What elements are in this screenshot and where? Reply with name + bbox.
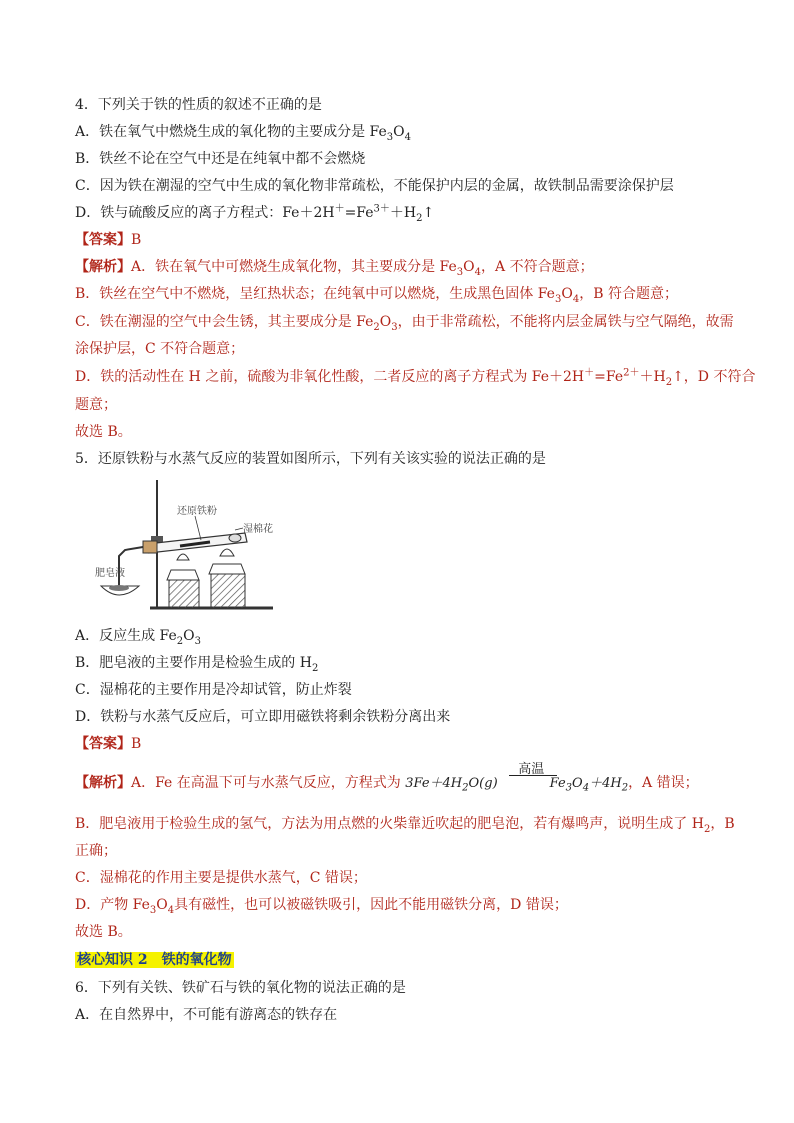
q4-stem: 4．下列关于铁的性质的叙述不正确的是: [75, 97, 322, 113]
q6-option-a: A．在自然界中，不可能有游离态的铁存在: [75, 1007, 338, 1023]
q4-conclusion: 故选 B。: [75, 424, 132, 440]
q5-analysis-d: D．产物 $Fe_3O_4$具有磁性，也可以被磁铁吸引，因此不能用磁铁分离，D 错误；: [75, 897, 568, 916]
q4-analysis-c-line2: 涂保护层，C 不符合题意；: [75, 341, 245, 357]
q5-conclusion: 故选 B。: [75, 924, 132, 940]
lamp-right: [209, 549, 245, 608]
label-wet-cotton: 湿棉花: [243, 524, 273, 535]
soap-liquid: [109, 585, 129, 591]
q5-answer: 【答案】B: [75, 736, 142, 752]
reaction-formula: $3Fe+4H_2O(g)$ $Fe_3O_4+4H_2$ 高温: [405, 762, 629, 794]
formula-arrow-bar: [509, 775, 557, 776]
q5-analysis-a: 【解析】A．Fe 在高温下可与水蒸气反应，方程式为 $3Fe+4H_2O(g)$ $Fe_3O_4+4H_2$ 高温 ，A 错误；: [75, 762, 699, 794]
q4-analysis-d-line1: D．铁的活动性在 H 之前，硫酸为非氧化性酸，二者反应的离子方程式为 $Fe+2H^+=Fe^{2+}+H_2↑$，D 不符合: [75, 367, 756, 388]
q5-analysis-b-line2: 正确；: [75, 843, 117, 859]
q5-option-c: C．湿棉花的主要作用是冷却试管，防止炸裂: [75, 682, 352, 698]
q4-option-d: D．铁与硫酸反应的离子方程式：$Fe+2H^+=Fe^{3+}+H_2↑$: [75, 203, 435, 224]
q4-analysis-b: B．铁丝在空气中不燃烧，呈红热状态；在纯氧中可以燃烧，生成黑色固体 $Fe_3O_4$，B 符合题意；: [75, 286, 678, 305]
stopper: [143, 541, 157, 553]
q4-option-c: C．因为铁在潮湿的空气中生成的氧化物非常疏松，不能保护内层的金属，故铁制品需要涂保护层: [75, 178, 674, 194]
apparatus-figure: [95, 478, 285, 618]
q5-option-d: D．铁粉与水蒸气反应后，可立即用磁铁将剩余铁粉分离出来: [75, 709, 451, 725]
q4-option-b: B．铁丝不论在空气中还是在纯氧中都不会燃烧: [75, 151, 366, 167]
q5-stem: 5．还原铁粉与水蒸气反应的装置如图所示，下列有关该实验的说法正确的是: [75, 451, 546, 467]
q4-analysis-d-line2: 题意；: [75, 397, 117, 413]
q4-answer: 【答案】B: [75, 232, 142, 248]
label-iron-powder: 还原铁粉: [177, 506, 217, 517]
q4-option-a: A．铁在氧气中燃烧生成的氧化物的主要成分是 $Fe_3O_4$: [75, 124, 412, 143]
q5-analysis-b-line1: B．肥皂液用于检验生成的氢气，方法为用点燃的火柴靠近吹起的肥皂泡，若有爆鸣声，说明生成了 $H_2$，B: [75, 816, 735, 835]
q5-option-a: A．反应生成 $Fe_2O_3$: [75, 628, 202, 647]
q5-option-b: B．肥皂液的主要作用是检验生成的 $H_2$: [75, 655, 319, 674]
q4-analysis-c-line1: C．铁在潮湿的空气中会生锈，其主要成分是 $Fe_2O_3$，由于非常疏松，不能将内层金属铁与空气隔绝，故需: [75, 314, 734, 333]
label-soap: 肥皂液: [95, 568, 125, 579]
q5-analysis-c: C．湿棉花的作用主要是提供水蒸气，C 错误；: [75, 870, 367, 886]
q6-stem: 6．下列有关铁、铁矿石与铁的氧化物的说法正确的是: [75, 980, 406, 996]
formula-condition: 高温: [518, 762, 545, 777]
wet-cotton: [229, 534, 241, 542]
lamp-left: [167, 554, 199, 608]
section-heading: 核心知识 2 铁的氧化物: [77, 952, 232, 968]
q4-analysis-a: 【解析】A．铁在氧气中可燃烧生成氧化物，其主要成分是 $Fe_3O_4$，A 不符合题意；: [75, 259, 594, 278]
